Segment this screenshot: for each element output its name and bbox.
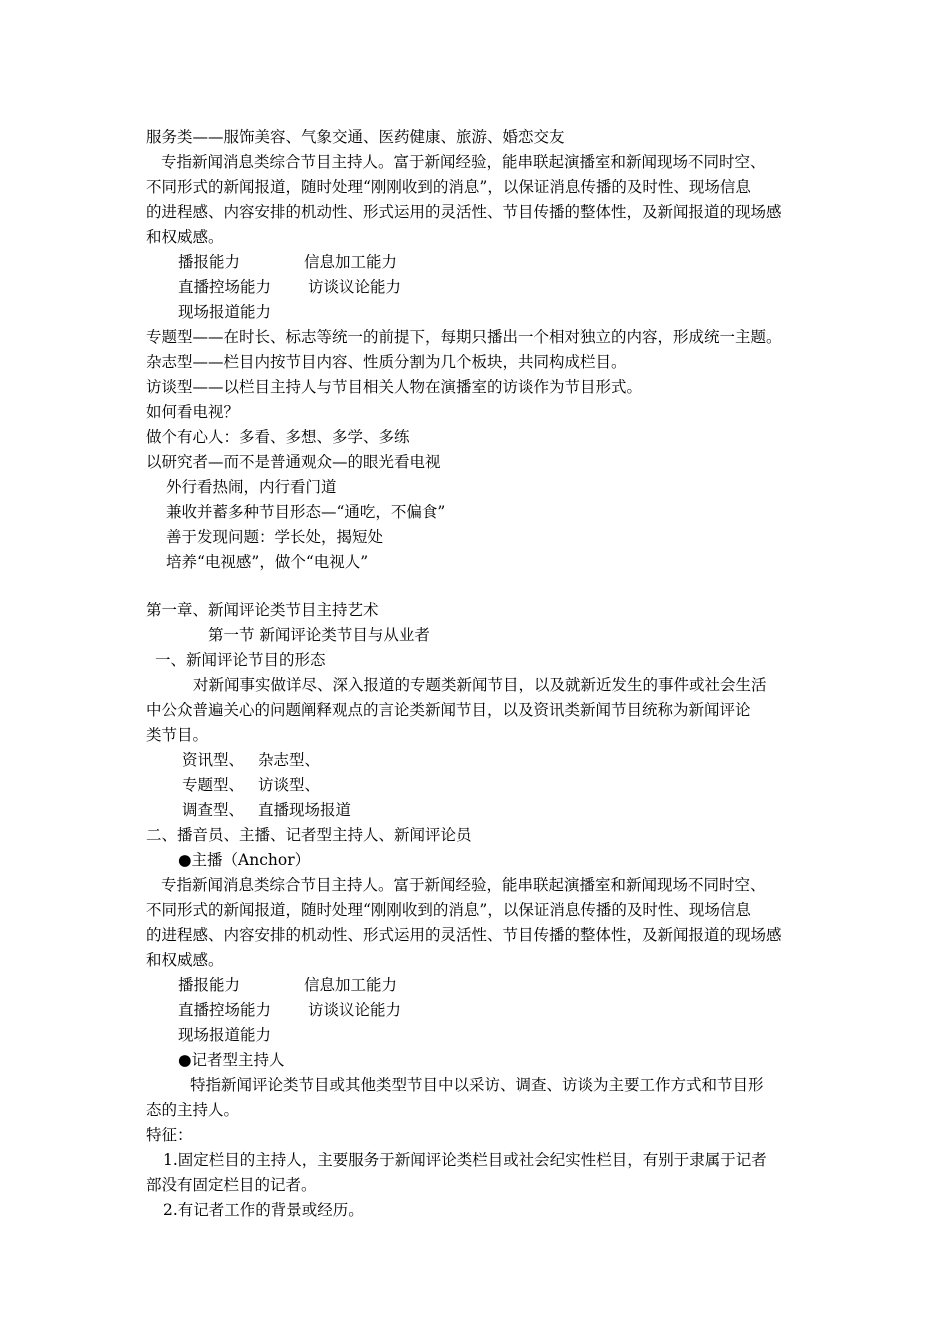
text-line: 服务类——服饰美容、气象交通、医药健康、旅游、婚恋交友: [146, 128, 565, 146]
text-line: 调查型、: [182, 801, 245, 819]
text-line: 善于发现问题：学长处，揭短处: [166, 528, 384, 546]
subsection-heading: 二、播音员、主播、记者型主持人、新闻评论员: [146, 826, 472, 844]
text-line: 类节目。: [146, 726, 209, 744]
text-line: 培养“电视感”，做个“电视人”: [166, 553, 369, 571]
text-line: 播报能力: [178, 253, 241, 271]
text-line: 不同形式的新闻报道，随时处理“刚刚收到的消息”，以保证消息传播的及时性、现场信息: [146, 901, 751, 919]
text-line: 专指新闻消息类综合节目主持人。富于新闻经验，能串联起演播室和新闻现场不同时空、: [161, 876, 766, 894]
text-line: 直播控场能力: [178, 1001, 272, 1019]
text-line: 做个有心人：多看、多想、多学、多练: [146, 428, 410, 446]
subsection-heading: 一、新闻评论节目的形态: [155, 651, 326, 669]
text-line: 对新闻事实做详尽、深入报道的专题类新闻节目，以及就新近发生的事件或社会生活: [193, 676, 767, 694]
text-line: 态的主持人。: [146, 1101, 240, 1119]
text-line: 现场报道能力: [178, 303, 272, 321]
text-line: 兼收并蓄多种节目形态—“通吃，不偏食”: [166, 503, 446, 521]
text-line: 信息加工能力: [304, 976, 398, 994]
text-line: 直播现场报道: [258, 801, 352, 819]
text-line: 专题型、: [182, 776, 245, 794]
text-line: 部没有固定栏目的记者。: [146, 1176, 317, 1194]
text-line: 和权威感。: [146, 228, 224, 246]
text-line: 的进程感、内容安排的机动性、形式运用的灵活性、节目传播的整体性，及新闻报道的现场感: [146, 926, 782, 944]
text-line: 资讯型、: [182, 751, 245, 769]
bullet-heading: ●记者型主持人: [178, 1051, 285, 1069]
text-line: 不同形式的新闻报道，随时处理“刚刚收到的消息”，以保证消息传播的及时性、现场信息: [146, 178, 751, 196]
text-line: 杂志型——栏目内按节目内容、性质分割为几个板块，共同构成栏目。: [146, 353, 627, 371]
text-line: 特指新闻评论类节目或其他类型节目中以采访、调查、访谈为主要工作方式和节目形: [190, 1076, 764, 1094]
text-line: 外行看热闹，内行看门道: [166, 478, 337, 496]
text-line: 信息加工能力: [304, 253, 398, 271]
text-line: 专题型——在时长、标志等统一的前提下，每期只播出一个相对独立的内容，形成统一主题。: [146, 328, 782, 346]
text-line: 杂志型、: [258, 751, 321, 769]
section-heading: 第一节 新闻评论类节目与从业者: [208, 626, 430, 644]
bullet-heading: ●主播（Anchor）: [178, 851, 311, 869]
chapter-heading: 第一章、新闻评论类节目主持艺术: [146, 601, 379, 619]
text-line: 现场报道能力: [178, 1026, 272, 1044]
text-line: 2.有记者工作的背景或经历。: [163, 1201, 364, 1219]
text-line: 的进程感、内容安排的机动性、形式运用的灵活性、节目传播的整体性，及新闻报道的现场感: [146, 203, 782, 221]
text-line: 访谈议论能力: [308, 278, 402, 296]
text-line: 1.固定栏目的主持人，主要服务于新闻评论类栏目或社会纪实性栏目，有别于隶属于记者: [163, 1151, 767, 1169]
text-line: 播报能力: [178, 976, 241, 994]
text-line: 中公众普遍关心的问题阐释观点的言论类新闻节目，以及资讯类新闻节目统称为新闻评论: [146, 701, 751, 719]
text-line: 直播控场能力: [178, 278, 272, 296]
text-line: 访谈议论能力: [308, 1001, 402, 1019]
text-line: 如何看电视？: [146, 403, 240, 421]
text-line: 和权威感。: [146, 951, 224, 969]
text-line: 访谈型——以栏目主持人与节目相关人物在演播室的访谈作为节目形式。: [146, 378, 643, 396]
text-line: 专指新闻消息类综合节目主持人。富于新闻经验，能串联起演播室和新闻现场不同时空、: [161, 153, 766, 171]
text-line: 以研究者—而不是普通观众—的眼光看电视: [146, 453, 441, 471]
text-line: 特征：: [146, 1126, 193, 1144]
text-line: 访谈型、: [258, 776, 321, 794]
